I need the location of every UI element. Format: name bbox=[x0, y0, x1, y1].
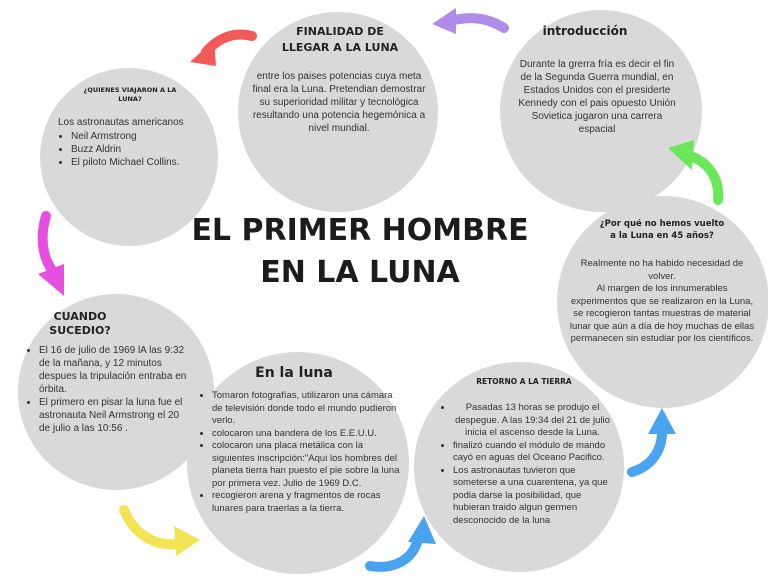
arrow-red-icon bbox=[188, 18, 258, 72]
introduccion-text: Durante la grerra fría es decir el fin de la Segunda Guerra mundial, en Estados Unidos con el presiderte Kennedy con el pais opuesto Unión Sovietica jugaron una carrera espacial bbox=[518, 59, 676, 135]
arrow-blue-right-icon bbox=[626, 406, 678, 478]
quienes-title-line2: LUNA? bbox=[118, 95, 142, 103]
arrow-purple-icon bbox=[428, 4, 508, 42]
arrow-green-icon bbox=[666, 138, 730, 204]
main-title-line1: EL PRIMER HOMBRE bbox=[191, 213, 529, 248]
cuando-title-line2: SUCEDIO? bbox=[49, 324, 111, 337]
list-item: • Tomaron fotografías, utilizaron una cámara de televisión donde todo el mundo pudieron verlo. bbox=[212, 390, 401, 428]
cuando-title-line1: CUANDO bbox=[53, 310, 107, 323]
en-la-luna-title: En la luna bbox=[255, 365, 333, 381]
por-que-title-line2: a la Luna en 45 años? bbox=[610, 231, 714, 241]
list-item: • recogieron arena y fragmentos de rocas lunares para traerlas a la tierra. bbox=[212, 490, 401, 515]
retorno-text bbox=[440, 402, 612, 527]
quienes-text bbox=[58, 116, 208, 169]
por-que-text1: Realmente no ha habido necesidad de volver. bbox=[580, 258, 744, 282]
finalidad-title-line1: FINALIDAD DE bbox=[296, 25, 384, 38]
list-item: • Buzz Aldrin bbox=[71, 143, 208, 156]
list-item: • Neil Armstrong bbox=[71, 130, 208, 143]
arrow-yellow-icon bbox=[118, 506, 202, 558]
quienes-title-line1: ¿QUIENES VIAJARON A LA bbox=[83, 86, 177, 94]
list-item: • colocaron una placa metálica con la siguientes inscripción:"Aqui los hombres del planeta tierra han puesto el pie sobre la luna por primera vez. Julio de 1969 D.C. bbox=[212, 440, 401, 490]
por-que-text bbox=[569, 258, 755, 346]
list-item: • Los astronautas tuvieron que someterse a una cuarentena, ya que podia darse la posibilidad, que hubieran traido algun germen desconocido de la luna bbox=[453, 465, 612, 528]
list-item: • El piloto Michael Collins. bbox=[71, 156, 208, 169]
por-que-text2: Al margen de los innumerables experimentos que se realizaron en la Luna, se recogieron tantas muestras de material lunar que aún a día de hoy muchas de ellas permanecen sin estudiar por los científicos. bbox=[569, 283, 755, 344]
list-item: • El primero en pisar la luna fue el astronauta Neil Armstrong el 20 de julio a las 10:56 . bbox=[39, 396, 188, 435]
list-item: • El 16 de julio de 1969 lA las 9:32 de la mañana, y 12 minutos despues la tripulación entraba en órbita. bbox=[39, 344, 188, 396]
arrow-blue-bottom-icon bbox=[364, 514, 438, 576]
list-item: • colocaron una bandera de los E.E.U.U. bbox=[212, 428, 401, 441]
cuando-title bbox=[38, 310, 122, 338]
por-que-title bbox=[592, 218, 732, 242]
cuando-text bbox=[26, 344, 188, 435]
en-la-luna-text bbox=[199, 390, 401, 515]
list-item: • finalizó cuando el módulo de mando cayó en aguas del Oceano Pacifico. bbox=[453, 440, 612, 465]
finalidad-title-line2: LLEGAR A LA LUNA bbox=[281, 41, 399, 54]
finalidad-title bbox=[270, 24, 410, 56]
introduccion-title: introducción bbox=[542, 24, 628, 38]
main-title-line2: EN LA LUNA bbox=[260, 255, 460, 290]
quienes-title bbox=[62, 86, 198, 104]
quienes-intro: Los astronautas americanos bbox=[58, 117, 184, 128]
por-que-title-line1: ¿Por qué no hemos vuelto bbox=[599, 219, 725, 229]
retorno-title: RETORNO A LA TIERRA bbox=[476, 377, 572, 386]
arrow-magenta-icon bbox=[34, 212, 74, 298]
list-item: • Pasadas 13 horas se produjo el despegue. A las 19:34 del 21 de julio inicia el ascenso desde la Luna. bbox=[453, 402, 612, 440]
main-title bbox=[150, 210, 570, 294]
finalidad-text: entre los paises potencias cuya meta final era la Luna. Pretendian demostrar su superioridad militar y tecnológica resultando una potencia hegemónica a nivel mundial. bbox=[252, 71, 426, 134]
